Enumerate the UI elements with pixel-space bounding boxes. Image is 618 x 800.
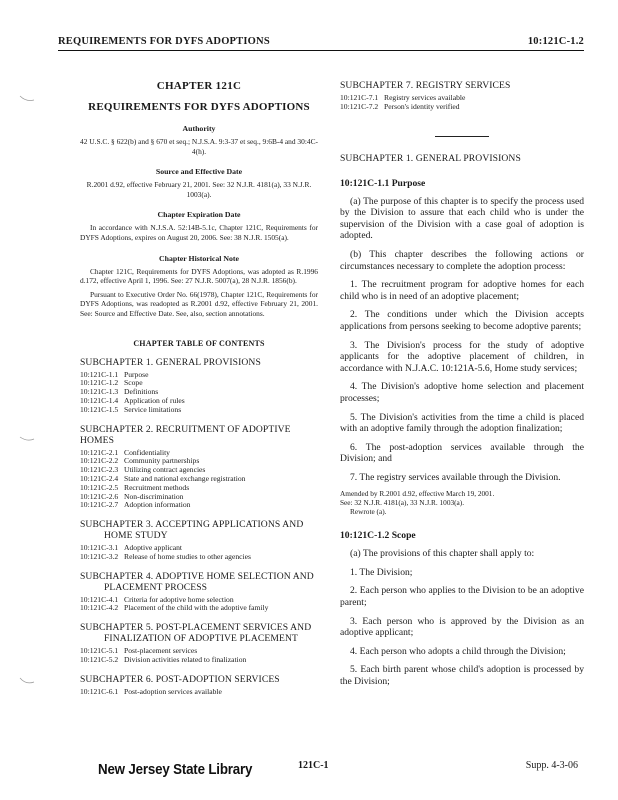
toc-list <box>340 94 584 112</box>
toc-subchapter-title: SUBCHAPTER 3. ACCEPTING APPLICATIONS AND HOME STUDY <box>80 519 304 542</box>
toc-subchapter-title: SUBCHAPTER 7. REGISTRY SERVICES <box>340 80 511 91</box>
toc-item[interactable]: 10:121C-3.1 Adoptive applicant <box>80 543 182 553</box>
paragraph: (a) The purpose of this chapter is to specify the process used by the Division to assure that each child who is under the supervision of the Division with a case goal of adoption is adopted. <box>340 195 584 242</box>
section-heading-scope: 10:121C-1.2 Scope <box>340 530 416 542</box>
running-header <box>58 36 584 50</box>
margin-mark <box>18 676 36 686</box>
toc-item[interactable]: 10:121C-2.6 Non-discrimination <box>80 491 184 501</box>
toc-item[interactable]: 10:121C-5.2 Division activities related to finalization <box>80 655 247 665</box>
toc-subchapter-title: SUBCHAPTER 1. GENERAL PROVISIONS <box>80 356 261 368</box>
toc-title: CHAPTER TABLE OF CONTENTS <box>133 338 265 348</box>
toc-item[interactable]: 10:121C-5.1 Post-placement services <box>80 646 198 656</box>
toc-item[interactable]: 10:121C-2.7 Adoption information <box>80 500 191 510</box>
toc-list <box>80 544 318 562</box>
authority-heading: Authority <box>182 124 216 133</box>
toc-subchapter-title: SUBCHAPTER 2. RECRUITMENT OF ADOPTIVE HOMES <box>80 423 291 446</box>
chapter-title: REQUIREMENTS FOR DYFS ADOPTIONS <box>88 101 310 113</box>
toc-item[interactable]: 10:121C-1.2 Scope <box>80 378 143 388</box>
expiration-text: In accordance with N.J.S.A. 52:14B-5.1c, Chapter 121C, Requirements for DYFS Adoptions, expires on August 20, 2006. See: 38 N.J.R. 1505(a). <box>80 223 318 242</box>
toc-list <box>80 647 318 665</box>
history-heading: Chapter Historical Note <box>159 253 239 263</box>
toc-item[interactable]: 10:121C-6.1 Post-adoption services available <box>80 686 222 696</box>
toc-item[interactable]: 10:121C-4.1 Criteria for adoptive home selection <box>80 594 234 604</box>
toc-item[interactable]: 10:121C-4.2 Placement of the child with the adoptive family <box>80 603 269 613</box>
toc-item[interactable]: 10:121C-2.3 Utilizing contract agencies <box>80 465 206 475</box>
subchapter-title: SUBCHAPTER 1. GENERAL PROVISIONS <box>340 152 521 164</box>
list-item: 7. The registry services available through the Division. <box>350 471 561 483</box>
library-watermark: New Jersey State Library <box>98 762 253 778</box>
source-text: R.2001 d.92, effective February 21, 2001. See: 32 N.J.R. 4181(a), 33 N.J.R. 1003(a). <box>86 180 312 199</box>
supplement-date: Supp. 4-3-06 <box>525 760 578 771</box>
list-item: 3. Each person who is approved by the Division as an adoptive applicant; <box>340 615 584 639</box>
toc-item[interactable]: 10:121C-2.2 Community partnerships <box>80 456 200 466</box>
section-heading-purpose: 10:121C-1.1 Purpose <box>340 177 426 189</box>
toc-item[interactable]: 10:121C-7.2 Person's identity verified <box>340 101 460 111</box>
toc-subchapter-title: SUBCHAPTER 5. POST-PLACEMENT SERVICES AND FINALIZATION OF ADOPTIVE PLACEMENT <box>80 622 312 645</box>
margin-mark <box>18 434 36 444</box>
toc-list <box>80 596 318 614</box>
list-item: 4. Each person who adopts a child through the Division; <box>350 645 566 657</box>
list-item: 2. Each person who applies to the Division to be an adoptive parent; <box>340 585 584 609</box>
toc-item[interactable]: 10:121C-2.5 Recruitment methods <box>80 482 190 492</box>
paragraph: (b) This chapter describes the following actions or circumstances necessary to complete the adoption process: <box>340 248 584 272</box>
list-item: 5. The Division's activities from the time a child is placed with an adoptive family through the adoption finalization; <box>340 411 584 435</box>
page-number: 121C-1 <box>298 760 329 771</box>
history-text-1: Chapter 121C, Requirements for DYFS Adoptions, was adopted as R.1996 d.172, effective April 1, 1996. See: 27 N.J.R. 5007(a), 28 N.J.R. 1856(b). <box>80 266 318 286</box>
toc-item[interactable]: 10:121C-2.1 Confidentiality <box>80 447 170 457</box>
toc-item[interactable]: 10:121C-1.4 Application of rules <box>80 395 185 405</box>
list-item: 4. The Division's adoptive home selection and placement processes; <box>340 381 584 404</box>
list-item: 1. The recruitment program for adoptive homes for each child who is in need of an adoptive placement; <box>340 279 584 302</box>
list-item: 3. The Division's process for the study of adoptive applicants for the adoptive placement of children, in accordance with N.J.A.C. 10:121A-5.6, Home study services; <box>340 339 584 374</box>
toc-item[interactable]: 10:121C-1.1 Purpose <box>80 369 149 379</box>
list-item: 2. The conditions under which the Division accepts applications from persons seeking to become adoptive parents; <box>340 309 584 332</box>
chapter-number: CHAPTER 121C <box>156 80 242 92</box>
section-divider <box>435 136 489 137</box>
toc-list <box>80 449 318 511</box>
paragraph: (a) The provisions of this chapter shall apply to: <box>350 548 535 560</box>
toc-subchapter-title: SUBCHAPTER 6. POST-ADOPTION SERVICES <box>80 673 280 685</box>
amendment-note: Amended by R.2001 d.92, effective March 19, 2001. See: 32 N.J.R. 4181(a), 33 N.J.R. 1003(a). Rewrote (a). <box>340 489 495 516</box>
toc-item[interactable]: 10:121C-2.4 State and national exchange registration <box>80 473 246 483</box>
list-item: 5. Each birth parent whose child's adoption is processed by the Division; <box>340 664 584 687</box>
left-column <box>80 80 318 697</box>
toc-list <box>80 371 318 415</box>
margin-mark <box>18 94 36 104</box>
toc-list <box>80 688 318 697</box>
right-column <box>340 80 584 688</box>
header-rule <box>58 50 584 51</box>
header-section: 10:121C-1.2 <box>527 36 584 47</box>
toc-item[interactable]: 10:121C-1.5 Service limitations <box>80 404 182 414</box>
header-title: REQUIREMENTS FOR DYFS ADOPTIONS <box>58 36 270 47</box>
source-heading: Source and Effective Date <box>155 167 243 177</box>
expiration-heading: Chapter Expiration Date <box>157 210 241 220</box>
toc-subchapter-title: SUBCHAPTER 4. ADOPTIVE HOME SELECTION AND PLACEMENT PROCESS <box>80 570 314 593</box>
list-item: 6. The post-adoption services available through the Division; and <box>340 441 584 465</box>
history-text-2: Pursuant to Executive Order No. 66(1978), Chapter 121C, Requirements for DYFS Adoptions, was readopted as R.2001 d.92, effective February 21, 2001. See: Source and Effective Date. See, also, section annotations. <box>80 289 318 318</box>
toc-item[interactable]: 10:121C-7.1 Registry services available <box>340 93 466 102</box>
toc-item[interactable]: 10:121C-3.2 Release of home studies to other agencies <box>80 551 251 561</box>
list-item: 1. The Division; <box>350 566 413 578</box>
toc-item[interactable]: 10:121C-1.3 Definitions <box>80 387 159 397</box>
authority-text: 42 U.S.C. § 622(b) and § 670 et seq.; N.J.S.A. 9:3-37 et seq., 9:6B-4 and 30:4C-4(h). <box>80 137 318 156</box>
